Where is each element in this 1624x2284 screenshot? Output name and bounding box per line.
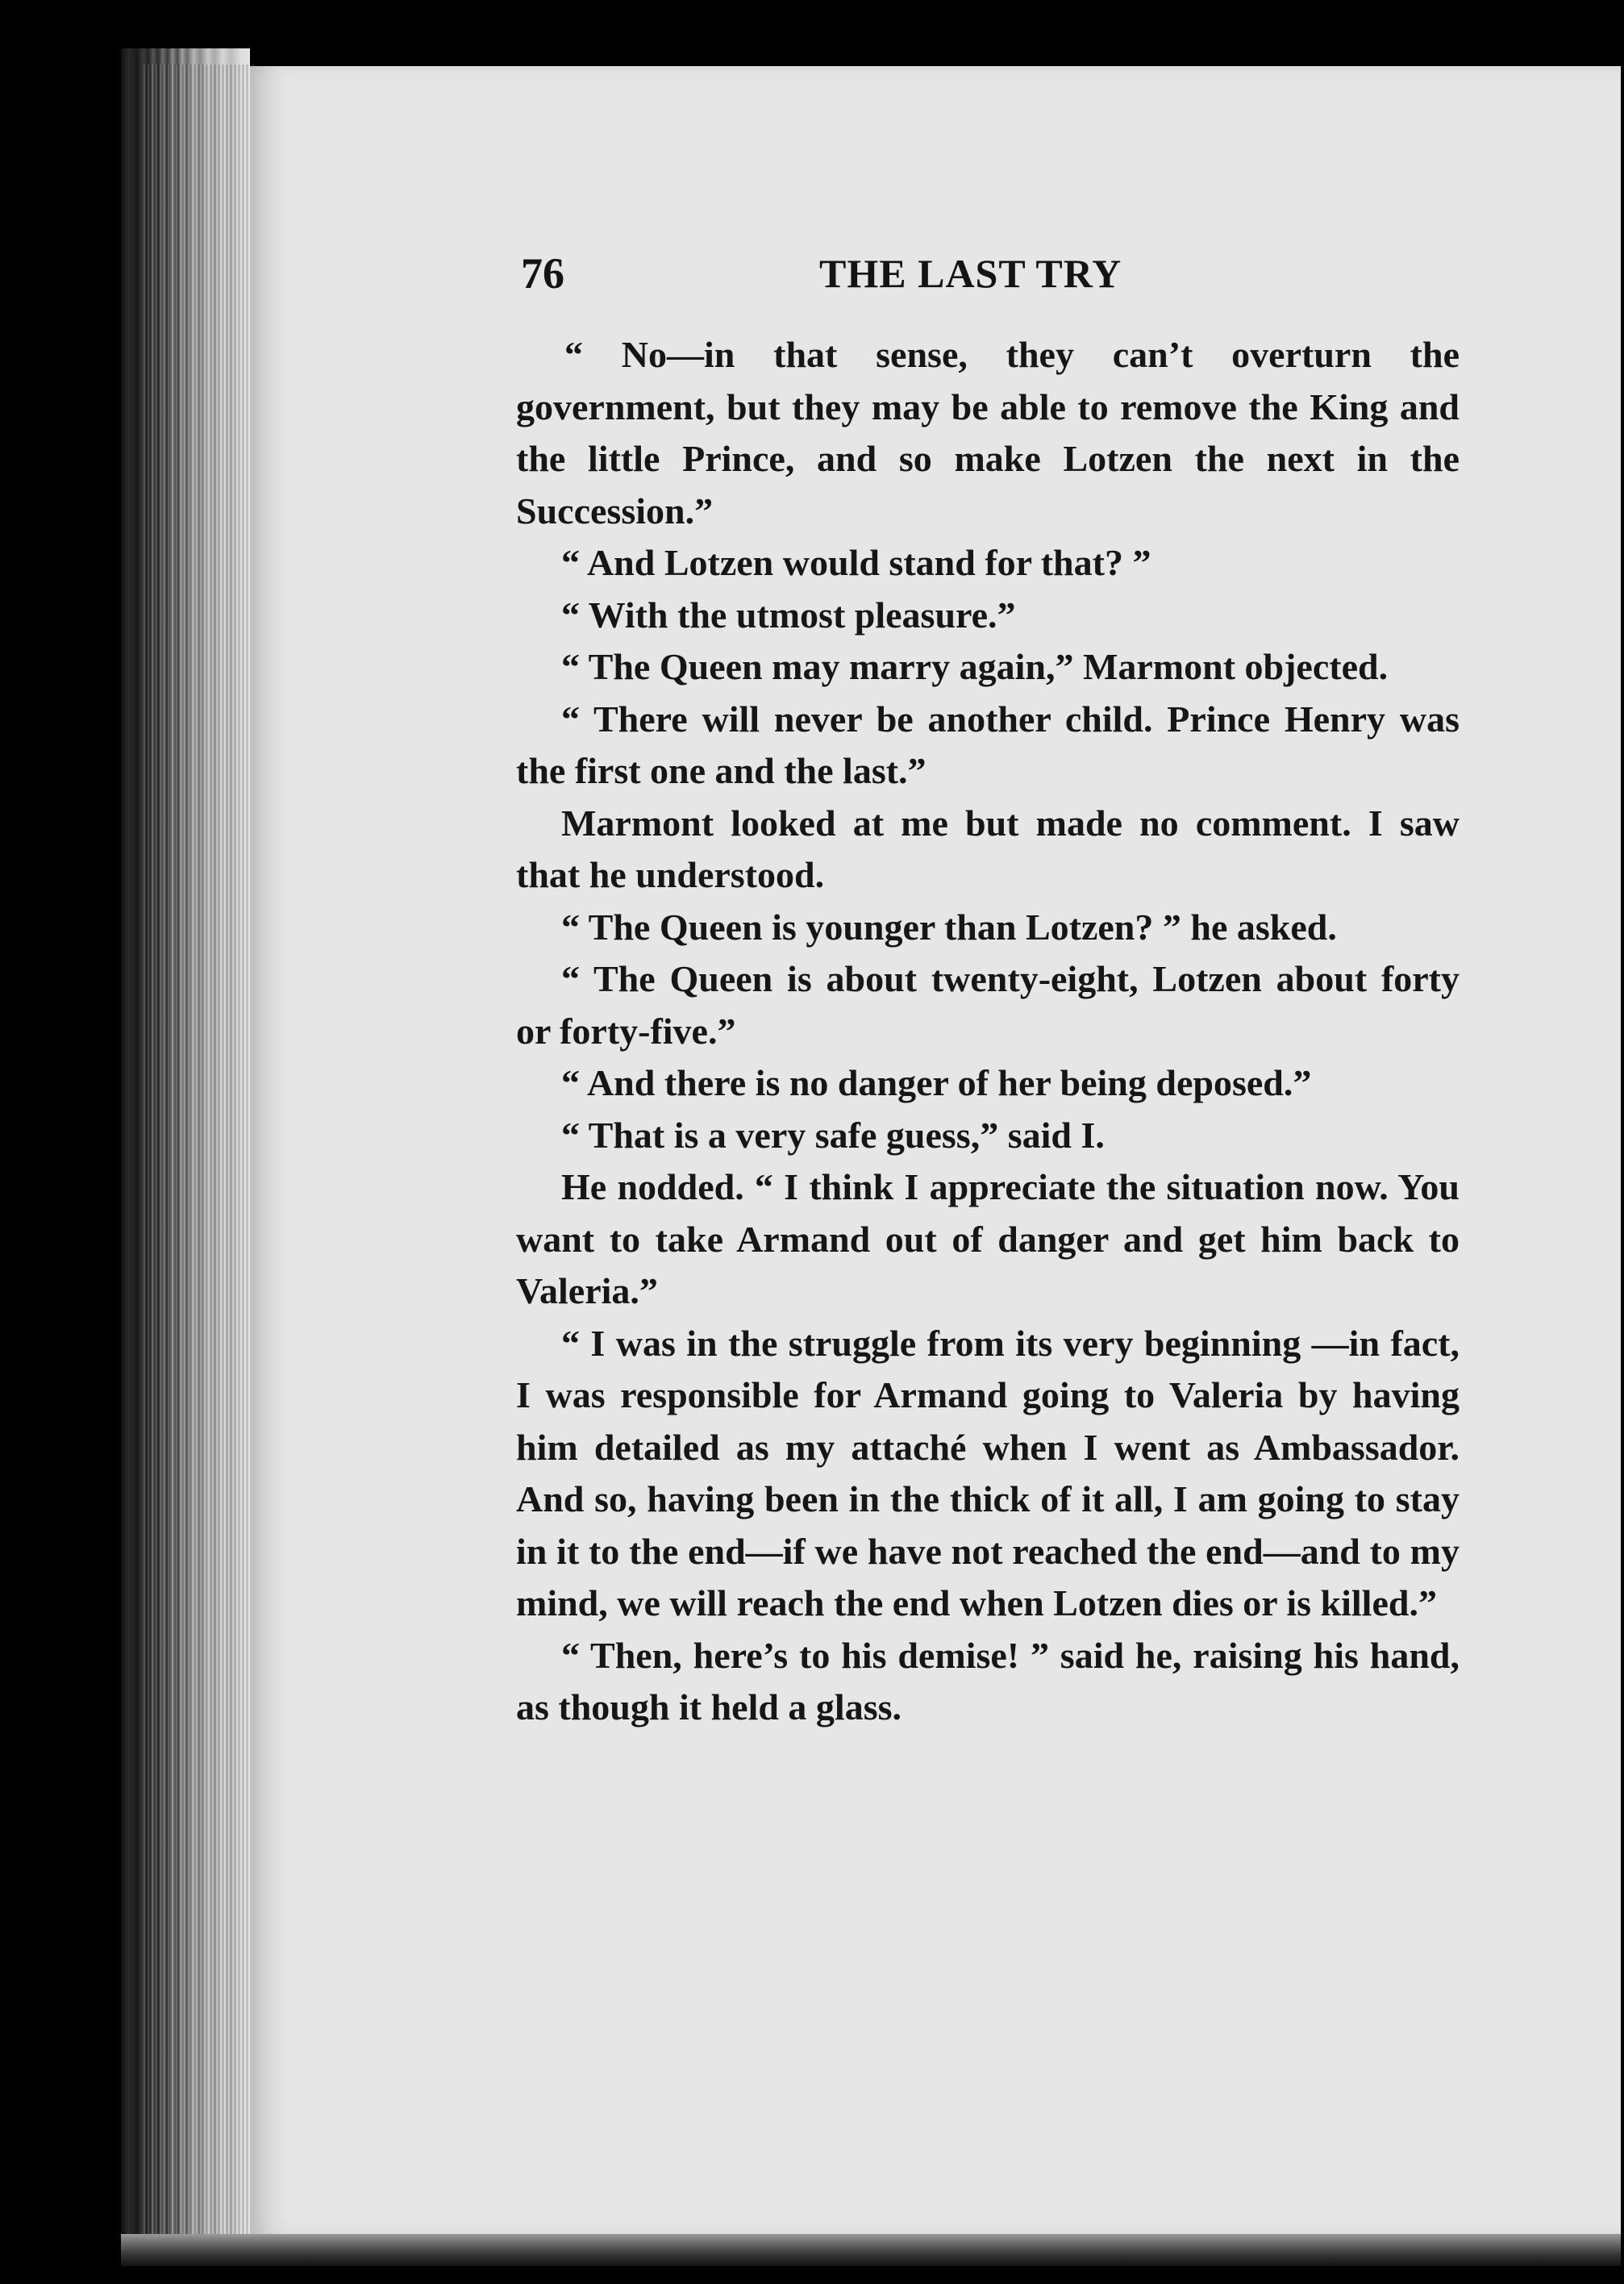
paragraph: “ The Queen is about twenty-eight, Lotzen about forty or forty-five.” xyxy=(516,958,1460,1052)
body-text xyxy=(516,329,1460,1734)
page-edges xyxy=(144,65,256,2242)
paragraph: “ There will never be another child. Prince Henry was the first one and the last.” xyxy=(516,698,1460,791)
book-bottom-edge xyxy=(121,2234,1621,2266)
page-number: 76 xyxy=(521,249,564,298)
paragraph: “ The Queen may marry again,” Marmont objected. xyxy=(561,646,1389,687)
paragraph: “ With the utmost pleasure.” xyxy=(561,594,1016,636)
paragraph: “ No—in that sense, they can’t overturn the government, but they may be able to remove the King and the little Prince, and so make Lotzen the next in the Succession.” xyxy=(516,334,1460,531)
paragraph: “ Then, here’s to his demise! ” said he, raising his hand, as though it held a glass. xyxy=(516,1634,1460,1728)
running-head: THE LAST TRY xyxy=(819,251,1122,296)
paragraph: “ I was in the struggle from its very beginning —in fact, I was responsible for Armand going to Valeria by having him detailed as my attaché when I went as Ambassador. And so, having been in the thick of it all, I am going to stay in it to the end—if we have not reached the end—and to my mind, we will reach the end when Lotzen dies or is killed.” xyxy=(516,1322,1460,1623)
paragraph: “ The Queen is younger than Lotzen? ” he asked. xyxy=(561,906,1337,948)
paragraph: “ And there is no danger of her being deposed.” xyxy=(561,1062,1312,1103)
paragraph: “ That is a very safe guess,” said I. xyxy=(561,1114,1105,1156)
paragraph: Marmont looked at me but made no comment. I saw that he understood. xyxy=(516,802,1460,895)
paragraph: He nodded. “ I think I appreciate the situation now. You want to take Armand out of danger and get him back to Valeria.” xyxy=(516,1166,1460,1311)
paragraph: “ And Lotzen would stand for that? ” xyxy=(561,542,1151,583)
page-header xyxy=(521,245,1456,310)
